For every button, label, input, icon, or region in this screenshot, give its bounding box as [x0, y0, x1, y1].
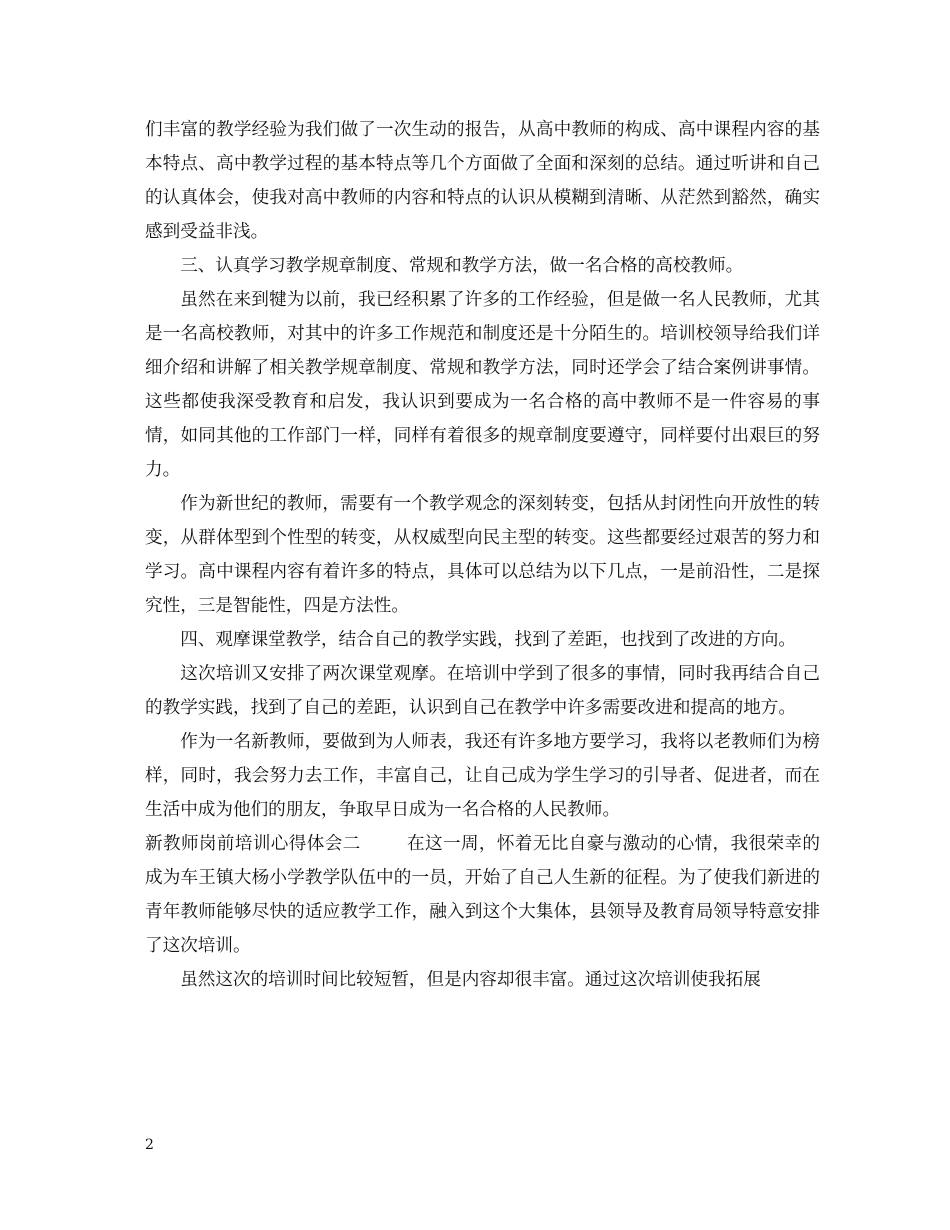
paragraph-7: 作为一名新教师，要做到为人师表，我还有许多地方要学习，我将以老教师们为榜样，同时，我会努力去工作，丰富自己，让自己成为学生学习的引导者、促进者，而在生活中成为他们的朋友，争取早日成为一名合格的人民教师。 — [145, 732, 820, 820]
paragraph-6: 这次培训又安排了两次课堂观摩。在培训中学到了很多的事情，同时我再结合自己的教学实践，找到了自己的差距，认识到自己在教学中许多需要改进和提高的地方。 — [145, 664, 820, 718]
document-body — [145, 113, 820, 997]
section-heading-3: 三、认真学习教学规章制度、常规和教学方法，做一名合格的高校教师。 — [180, 256, 744, 276]
article-title: 新教师岗前培训心得体会二 — [145, 834, 361, 854]
paragraph-3: 虽然在来到犍为以前，我已经积累了许多的工作经验，但是做一名人民教师，尤其是一名高校教师，对其中的许多工作规范和制度还是十分陌生的。培训校领导给我们详细介绍和讲解了相关教学规章制度、常规和教学方法，同时还学会了结合案例讲事情。这些都使我深受教育和启发，我认识到要成为一名合格的高中教师不是一件容易的事情，如同其他的工作部门一样，同样有着很多的规章制度要遵守，同样要付出艰巨的努力。 — [145, 290, 820, 480]
section-heading-4: 四、观摩课堂教学，结合自己的教学实践，找到了差距，也找到了改进的方向。 — [180, 630, 796, 650]
paragraph-9: 虽然这次的培训时间比较短暂，但是内容却很丰富。通过这次培训使我拓展 — [180, 970, 761, 990]
paragraph-4: 作为新世纪的教师，需要有一个教学观念的深刻转变，包括从封闭性向开放性的转变，从群体型到个性型的转变，从权威型向民主型的转变。这些都要经过艰苦的努力和学习。高中课程内容有着许多的特点，具体可以总结为以下几点，一是前沿性，二是探究性，三是智能性，四是方法性。 — [145, 494, 820, 616]
paragraph-1: 们丰富的教学经验为我们做了一次生动的报告，从高中教师的构成、高中课程内容的基本特点、高中教学过程的基本特点等几个方面做了全面和深刻的总结。通过听讲和自己的认真体会，使我对高中教师的内容和特点的认识从模糊到清晰、从茫然到豁然，确实感到受益非浅。 — [145, 120, 820, 242]
page-number: 2 — [145, 1137, 154, 1153]
paragraph-8 — [145, 827, 820, 963]
paragraph-8-text: 在这一周，怀着无比自豪与激动的心情，我很荣幸的成为车王镇大杨小学教学队伍中的一员，开始了自己人生新的征程。为了使我们新进的青年教师能够尽快的适应教学工作，融入到这个大集体，县领导及教育局领导特意安排了这次培训。 — [145, 834, 820, 956]
